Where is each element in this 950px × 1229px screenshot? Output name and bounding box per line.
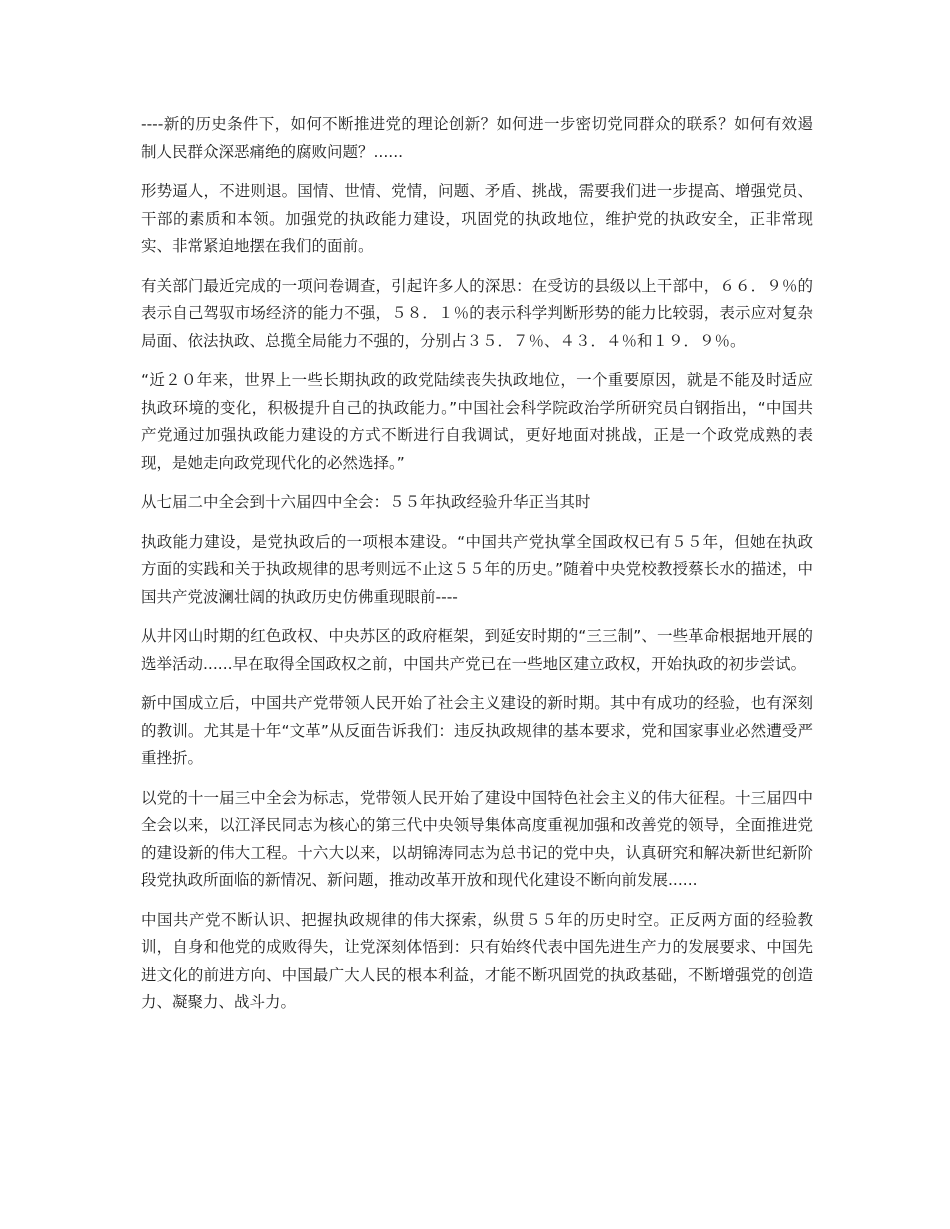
paragraph-10: 中国共产党不断认识、把握执政规律的伟大探索，纵贯５５年的历史时空。正反两方面的经验教训，自身和他党的成败得失，让党深刻体悟到：只有始终代表中国先进生产力的发展要求、中国先进文化的前进方向、中国最广大人民的根本利益，才能不断巩固党的执政基础，不断增强党的创造力、凝聚力、战斗力。 xyxy=(141,910,813,1011)
paragraph-6: 执政能力建设，是党执政后的一项根本建设。“中国共产党执掌全国政权已有５５年，但她在执政方面的实践和关于执政规律的思考则远不止这５５年的历史。”随着中央党校教授蔡长水的描述，中国共产党波澜壮阔的执政历史仿佛重现眼前---- xyxy=(141,532,813,606)
paragraph-8: 新中国成立后，中国共产党带领人民开始了社会主义建设的新时期。其中有成功的经验，也有深刻的教训。尤其是十年“文革”从反面告诉我们：违反执政规律的基本要求，党和国家事业必然遭受严重挫折。 xyxy=(141,694,813,767)
paragraph-3: 有关部门最近完成的一项问卷调查，引起许多人的深思：在受访的县级以上干部中，６６．９％的表示自己驾驭市场经济的能力不强，５８．１％的表示科学判断形势的能力比较弱，表示应对复杂局面、依法执政、总揽全局能力不强的，分别占３５．７％、４３．４％和１９．９％。 xyxy=(141,276,813,350)
document-body xyxy=(141,111,813,1029)
section-heading: 从七届二中全会到十六届四中全会：５５年执政经验升华正当其时 xyxy=(141,493,591,511)
paragraph-7: 从井冈山时期的红色政权、中央苏区的政府框架，到延安时期的“三三制”、一些革命根据地开展的选举活动......早在取得全国政权之前，中国共产党已在一些地区建立政权，开始执政的初步尝试。 xyxy=(141,627,813,673)
paragraph-2: 形势逼人，不进则退。国情、世情、党情，问题、矛盾、挑战，需要我们进一步提高、增强党员、干部的素质和本领。加强党的执政能力建设，巩固党的执政地位，维护党的执政安全，正非常现实、非常紧迫地摆在我们的面前。 xyxy=(141,182,813,255)
paragraph-4: “近２０年来，世界上一些长期执政的政党陆续丧失执政地位，一个重要原因，就是不能及时适应执政环境的变化，积极提升自己的执政能力。”中国社会科学院政治学所研究员白钢指出，“中国共产党通过加强执政能力建设的方式不断进行自我调试，更好地面对挑战，正是一个政党成熟的表现，是她走向政党现代化的必然选择。” xyxy=(141,371,813,472)
paragraph-1: ----新的历史条件下，如何不断推进党的理论创新？如何进一步密切党同群众的联系？如何有效遏制人民群众深恶痛绝的腐败问题？...... xyxy=(141,115,813,161)
paragraph-9: 以党的十一届三中全会为标志，党带领人民开始了建设中国特色社会主义的伟大征程。十三届四中全会以来，以江泽民同志为核心的第三代中央领导集体高度重视加强和改善党的领导，全面推进党的建设新的伟大工程。十六大以来，以胡锦涛同志为总书记的党中央，认真研究和解决新世纪新阶段党执政所面临的新情况、新问题，推动改革开放和现代化建设不断向前发展...... xyxy=(141,788,813,889)
